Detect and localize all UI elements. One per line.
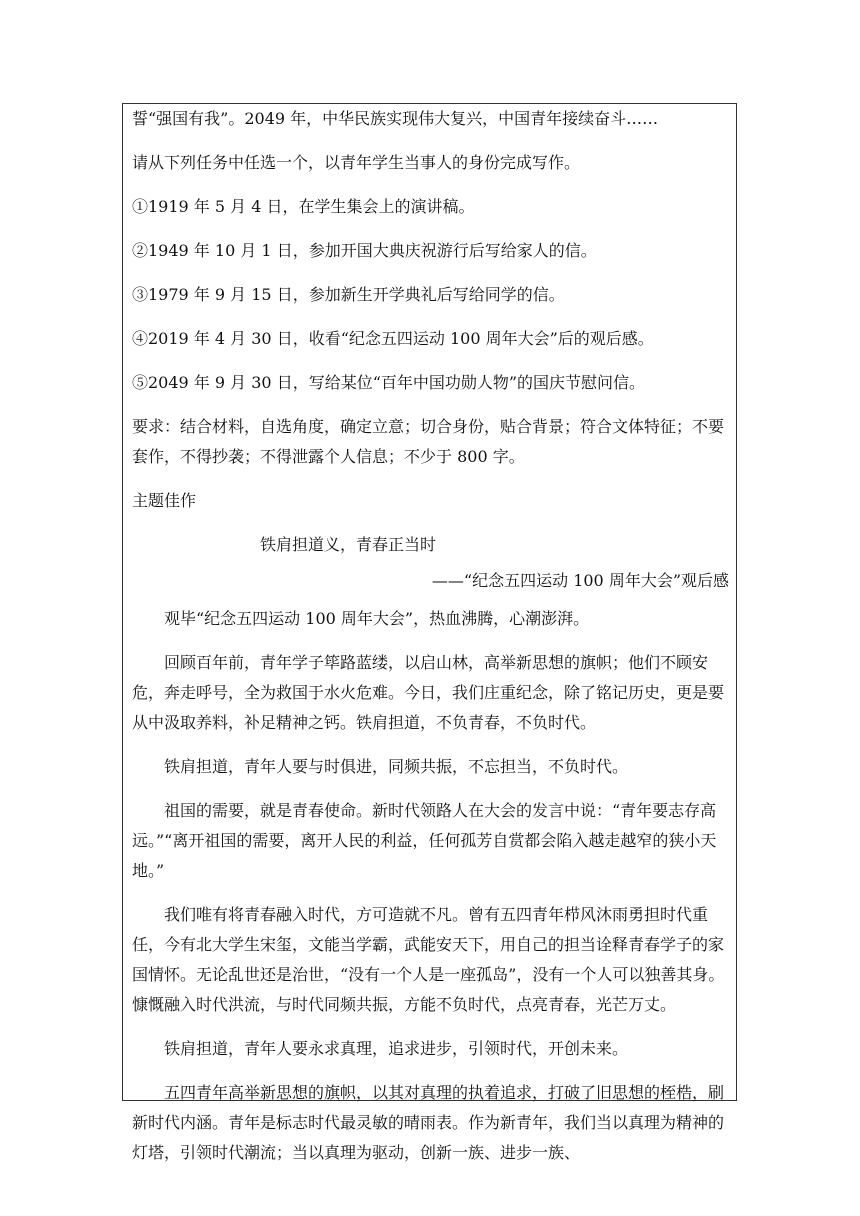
task-option-5: ⑤2049 年 9 月 30 日，写给某位“百年中国功勋人物”的国庆节慰问信。 (132, 373, 646, 392)
task-option-2: ②1949 年 10 月 1 日，参加开国大典庆祝游行后写给家人的信。 (132, 241, 597, 260)
essay-paragraph: 铁肩担道，青年人要与时俱进，同频共振，不忘担当，不负时代。 (164, 757, 629, 776)
writing-requirements: 要求：结合材料，自选角度，确定立意；切合身份，贴合背景；符合文体特征；不要套作，不得抄袭；不得泄露个人信息；不少于 800 字。 (132, 417, 725, 466)
task-option-4: ④2019 年 4 月 30 日，收看“纪念五四运动 100 周年大会”后的观后感。 (132, 329, 654, 348)
essay-paragraph: 五四青年高举新思想的旗帜，以其对真理的执着追求，打破了旧思想的桎梏，刷新时代内涵。青年是标志时代最灵敏的晴雨表。作为新青年，我们当以真理为精神的灯塔，引领时代潮流；当以真理为驱动，创新一族、进步一族、 (132, 1083, 725, 1162)
document-frame (122, 103, 737, 1162)
task-instruction: 请从下列任务中任选一个，以青年学生当事人的身份完成写作。 (132, 153, 581, 172)
essay-paragraph: 观毕“纪念五四运动 100 周年大会”，热血沸腾，心潮澎湃。 (164, 609, 590, 628)
task-option-3: ③1979 年 9 月 15 日，参加新生开学典礼后写给同学的信。 (132, 285, 565, 304)
intro-line: 誓“强国有我”。2049 年，中华民族实现伟大复兴，中国青年接续奋斗…… (132, 109, 659, 128)
essay-title: 铁肩担道义，青春正当时 (260, 535, 437, 554)
document-content (132, 104, 729, 1168)
essay-paragraph: 我们唯有将青春融入时代，方可造就不凡。曾有五四青年栉风沐雨勇担时代重任，今有北大学生宋玺，文能当学霸，武能安天下，用自己的担当诠释青春学子的家国情怀。无论乱世还是治世，“没有一个人是一座孤岛”，没有一个人可以独善其身。慷慨融入时代洪流，与时代同频共振，方能不负时代，点亮青春，光芒万丈。 (132, 905, 725, 1014)
essay-paragraph: 祖国的需要，就是青春使命。新时代领路人在大会的发言中说：“青年要志存高远。”“离开祖国的需要，离开人民的利益，任何孤芳自赏都会陷入越走越窄的狭小天地。” (132, 801, 717, 880)
section-heading: 主题佳作 (132, 491, 197, 510)
essay-paragraph: 铁肩担道，青年人要永求真理，追求进步，引领时代，开创未来。 (164, 1039, 629, 1058)
essay-paragraph: 回顾百年前，青年学子筚路蓝缕，以启山林，高举新思想的旗帜；他们不顾安危，奔走呼号，全为救国于水火危难。今日，我们庄重纪念，除了铭记历史，更是要从中汲取养料，补足精神之钙。铁肩担道，不负青春，不负时代。 (132, 653, 725, 732)
essay-subtitle: ——“纪念五四运动 100 周年大会”观后感 (431, 571, 729, 590)
task-option-1: ①1919 年 5 月 4 日，在学生集会上的演讲稿。 (132, 197, 475, 216)
